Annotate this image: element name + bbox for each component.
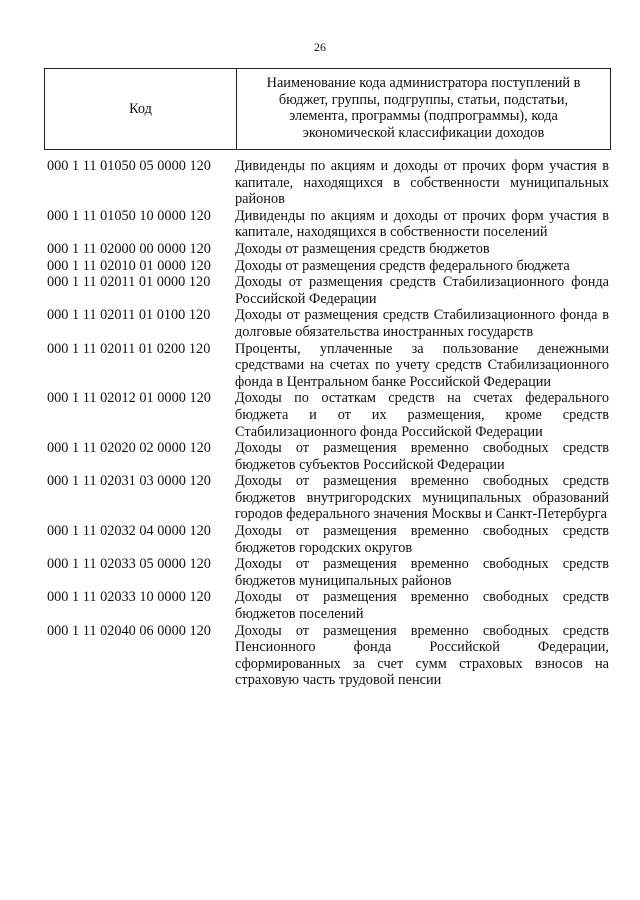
row-name: Дивиденды по акциям и доходы от прочих форм участия в капитале, находящихся в собственности поселений	[235, 207, 609, 241]
table-row	[47, 473, 609, 523]
row-name: Доходы от размещения временно свободных средств бюджетов городских округов	[235, 523, 609, 556]
row-code: 000 1 11 02033 10 0000 120	[47, 589, 211, 606]
table-row	[47, 440, 609, 473]
header-name-label: Наименование кода администратора поступлений в бюджет, группы, подгруппы, статьи, подстатьи, элемента, программы (подпрограммы), кода экономической классификации доходов	[266, 75, 581, 141]
table-header	[44, 68, 611, 150]
row-name: Доходы от размещения средств Стабилизационного фонда Российской Федерации	[235, 274, 609, 307]
row-name: Проценты, уплаченные за пользование денежными средствами на счетах по учету средств Стабилизационного фонда в Центральном банке Российской Федерации	[235, 340, 609, 390]
row-name: Доходы от размещения временно свободных средств бюджетов поселений	[235, 589, 609, 623]
row-code: 000 1 11 02012 01 0000 120	[47, 390, 211, 407]
row-code: 000 1 11 02033 05 0000 120	[47, 556, 211, 573]
row-code: 000 1 11 02011 01 0000 120	[47, 274, 211, 291]
header-code-cell	[44, 69, 237, 149]
row-name: Доходы от размещения средств федерального бюджета	[235, 257, 570, 274]
table-row	[47, 589, 609, 622]
row-name: Доходы от размещения средств бюджетов	[235, 240, 490, 257]
row-code: 000 1 11 01050 10 0000 120	[47, 207, 211, 224]
table-row	[47, 623, 609, 689]
row-name: Доходы от размещения временно свободных средств бюджетов внутригородских муниципальных образований городов федерального значения Москвы и Санкт-Петербурга	[235, 473, 609, 523]
row-name: Доходы от размещения временно свободных средств Пенсионного фонда Российской Федерации, сформированных за счет сумм страховых взносов на страховую часть трудовой пенсии	[235, 622, 609, 689]
row-name: Доходы от размещения временно свободных средств бюджетов субъектов Российской Федерации	[235, 440, 609, 473]
header-code-label: Код	[129, 100, 152, 117]
row-code: 000 1 11 02020 02 0000 120	[47, 440, 211, 457]
row-code: 000 1 11 02000 00 0000 120	[47, 240, 211, 257]
row-code: 000 1 11 01050 05 0000 120	[47, 158, 211, 174]
row-name: Дивиденды по акциям и доходы от прочих форм участия в капитале, находящихся в собственности муниципальных районов	[235, 158, 609, 208]
row-code: 000 1 11 02040 06 0000 120	[47, 622, 211, 639]
table-row	[47, 556, 609, 589]
table-row	[47, 241, 609, 258]
row-name: Доходы от размещения средств Стабилизационного фонда в долговые обязательства иностранных государств	[235, 307, 609, 340]
table-row	[47, 258, 609, 275]
table-row	[47, 390, 609, 440]
table-row	[47, 523, 609, 556]
row-code: 000 1 11 02010 01 0000 120	[47, 257, 211, 274]
table-body	[47, 158, 609, 689]
table-row	[47, 307, 609, 340]
row-name: Доходы по остаткам средств на счетах федерального бюджета и от их размещения, кроме средств Стабилизационного фонда Российской Федерации	[235, 390, 609, 440]
table-row	[47, 341, 609, 391]
header-name-cell	[237, 69, 611, 149]
table-row	[47, 158, 609, 208]
row-code: 000 1 11 02031 03 0000 120	[47, 473, 211, 490]
row-code: 000 1 11 02011 01 0200 120	[47, 340, 211, 357]
row-code: 000 1 11 02011 01 0100 120	[47, 307, 211, 324]
page-number: 26	[314, 40, 326, 54]
row-code: 000 1 11 02032 04 0000 120	[47, 523, 211, 540]
table-row	[47, 274, 609, 307]
row-name: Доходы от размещения временно свободных средств бюджетов муниципальных районов	[235, 556, 609, 589]
table-row	[47, 208, 609, 241]
